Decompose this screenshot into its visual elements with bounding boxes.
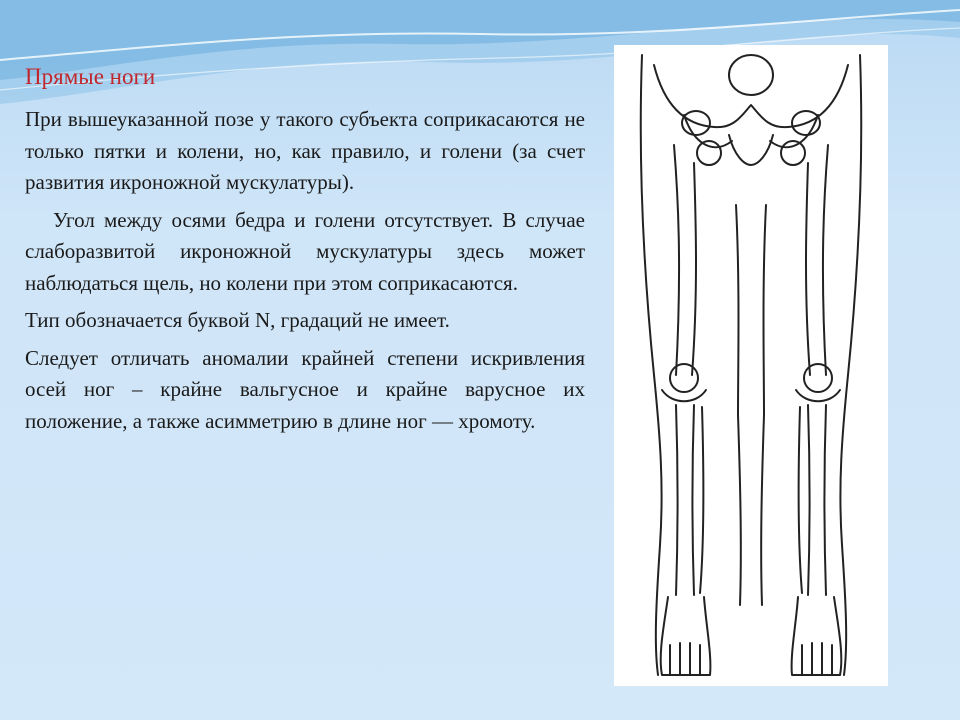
- text-content: [25, 62, 585, 443]
- slide-title: Прямые ноги: [25, 64, 156, 89]
- paragraph-1: При вышеуказанной позе у такого субъекта соприкасаются не только пятки и колени, но, как правило, и голени (за счет развития икроножной мускулатуры).: [25, 107, 585, 194]
- paragraph-2: Угол между осями бедра и голени отсутствует. В случае слаборазвитой икроножной мускулатуры здесь может наблюдаться щель, но колени при этом соприкасаются.: [25, 207, 585, 295]
- paragraph-3: Тип обозначается буквой N, градаций не имеет.: [25, 308, 450, 332]
- legs-skeleton-figure: [614, 45, 888, 686]
- legs-skeleton-drawing: [614, 45, 888, 686]
- paragraph-4: Следует отличать аномалии крайней степени искривления осей ног – крайне вальгусное и крайне варусное их положение, а также асимметрию в длине ног — хромоту.: [25, 345, 585, 433]
